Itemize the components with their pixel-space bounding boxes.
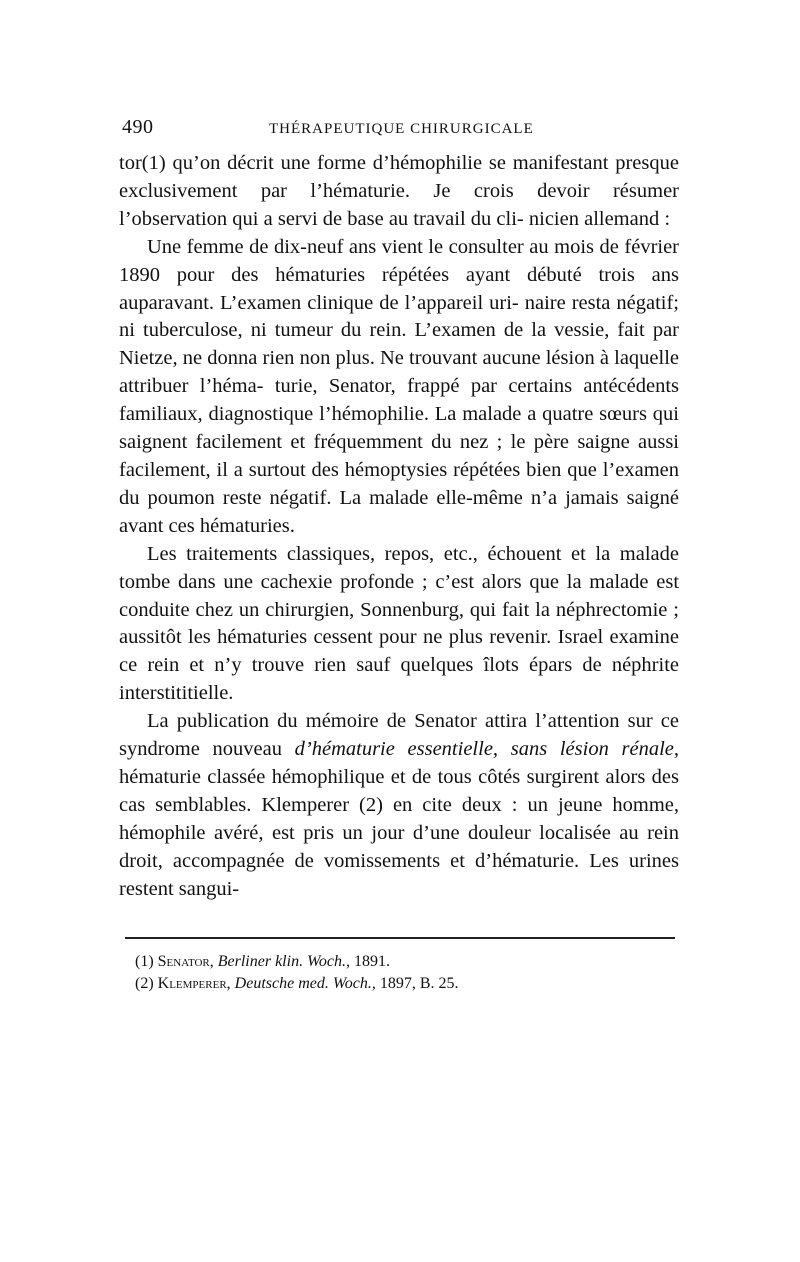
text-line: turie, Senator, frappé par certains antécédents familiaux, [119, 375, 680, 426]
text-line: Les traitements classiques, repos, etc., échouent et la [147, 542, 611, 565]
text-line: tor(1) qu’on décrit une forme d’hémophilie se manifestant [119, 152, 609, 174]
italic-phrase: d’hématurie essentielle, sans lésion [294, 738, 609, 761]
paragraph-1 [119, 150, 679, 234]
book-page [119, 108, 679, 995]
text-line: naire resta négatif; ni tuberculose, ni tumeur du rein. [119, 291, 679, 342]
footnote-2 [135, 973, 679, 995]
text-line: presque exclusivement par l’hématurie. Je crois devoir [119, 152, 679, 202]
text-line: la malade est conduite chez un chirurgien, Sonnenburg, qui [119, 570, 680, 621]
footnote-marker: (2) [135, 975, 154, 993]
text-line: diagnostique l’hémophilie. La malade a quatre sœurs qui [208, 403, 679, 426]
text-line: sur ce syndrome nouveau [119, 710, 680, 761]
footnote-author: Klemperer, [157, 975, 231, 993]
footnote-marker: (1) [135, 953, 154, 971]
text-line: malade tombe dans une cachexie profonde ; c’est alors que [119, 542, 679, 593]
italic-phrase: rénale, [621, 738, 680, 761]
footnote-source: Berliner klin. Woch., [217, 953, 351, 971]
text-line: hématurie classée hémophilique et de tous côtés [119, 765, 521, 788]
page-number: 490 [122, 116, 154, 138]
text-line: L’examen de la vessie, fait par Nietze, ne donna rien non [119, 319, 679, 370]
text-line: deux : un jeune homme, hémophile avéré, est pris un [119, 793, 679, 844]
footnote-divider [125, 937, 675, 939]
footnote-1 [135, 951, 679, 973]
paragraph-4 [119, 708, 679, 903]
text-line: surgirent alors des cas semblables. Klemperer (2) en cite [119, 765, 679, 816]
text-line: février 1890 pour des hématuries répétées ayant débuté [119, 235, 680, 286]
paragraph-2 [119, 234, 679, 541]
text-line: Une femme de dix-neuf ans vient le consulter au mois de [147, 235, 619, 258]
footnote-author: Senator, [157, 953, 214, 971]
footnote-details: 1891. [354, 953, 391, 971]
text-line: ne plus revenir. Israel examine ce rein et n’y trouve rien [119, 626, 679, 677]
text-line: plus. Ne trouvant aucune lésion à laquelle attribuer l’héma- [119, 347, 680, 398]
footnote-details: 1897, B. 25. [379, 975, 459, 993]
text-line: aussi facilement, il a surtout des hémoptysies répétées bien [119, 431, 679, 481]
text-line: La publication du mémoire de Senator attira l’attention [147, 710, 620, 733]
footnotes [135, 951, 679, 995]
text-line: saignent facilement et fréquemment du nez ; le père saigne [119, 431, 630, 454]
text-line: nicien allemand : [528, 207, 671, 230]
text-line: fait la néphrectomie ; aussitôt les hématuries cessent pour [119, 598, 679, 649]
footnote-source: Deutsche med. Woch., [234, 975, 376, 993]
paragraph-3 [119, 541, 679, 708]
text-line: jour d’une douleur localisée au rein droit, accompagnée [119, 821, 679, 872]
running-head [119, 108, 679, 142]
running-title: THÉRAPEUTIQUE CHIRURGICALE [269, 121, 534, 137]
text-line: que l’examen du poumon reste négatif. La malade elle-même [119, 458, 679, 509]
body-text [119, 150, 679, 903]
text-line: de vomissements et d’hématurie. Les urines restent sangui- [119, 849, 679, 900]
text-line: résumer l’observation qui a servi de base au travail du cli- [119, 179, 679, 230]
text-line: n’a jamais saigné avant ces hématuries. [119, 486, 680, 537]
text-line: sauf quelques îlots épars de néphrite interstititielle. [119, 654, 680, 705]
text-line: trois ans auparavant. L’examen clinique de l’appareil uri- [119, 263, 679, 314]
